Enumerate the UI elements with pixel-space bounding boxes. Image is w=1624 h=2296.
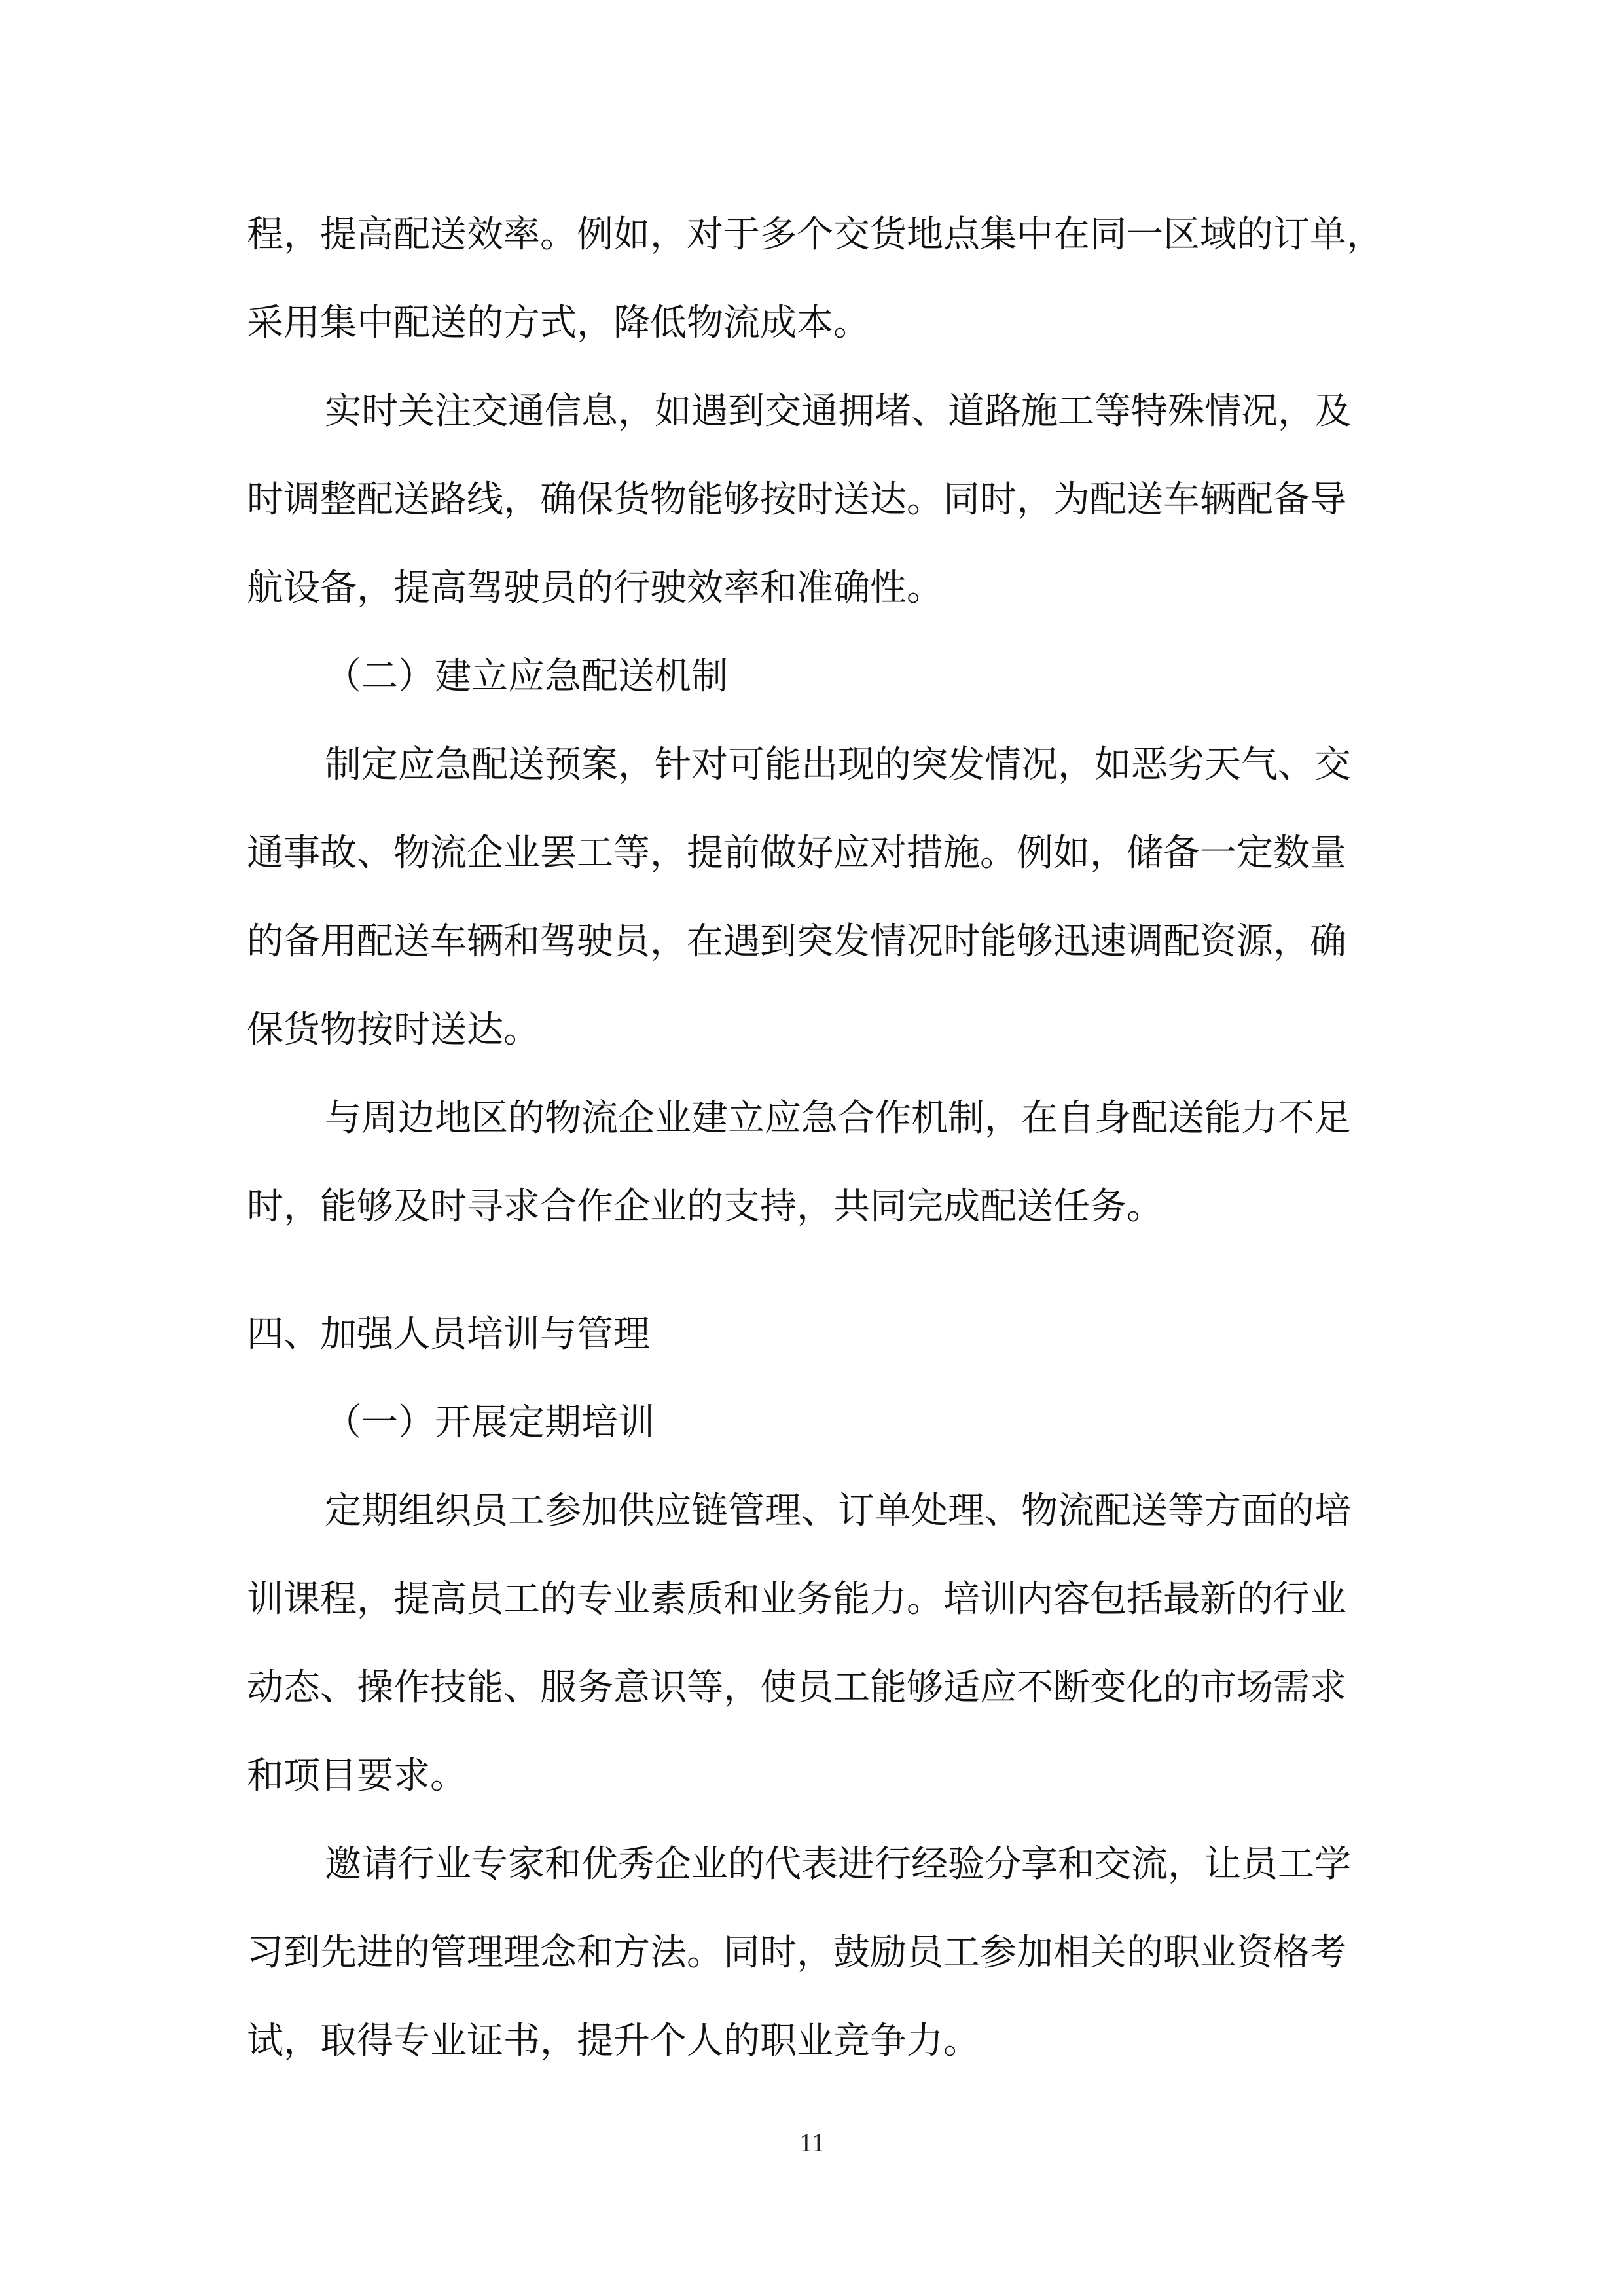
body-text-line: 保货物按时送达。 [247,1009,540,1051]
body-text-line: 动态、操作技能、服务意识等，使员工能够适应不断变化的市场需求 [247,1666,1346,1709]
body-text-line: 的备用配送车辆和驾驶员，在遇到突发情况时能够迅速调配资源，确 [247,920,1346,963]
body-text-line: 航设备，提高驾驶员的行驶效率和准确性。 [247,567,943,609]
paragraph-first-line: 制定应急配送预案，针对可能出现的突发情况，如恶劣天气、交 [325,744,1351,786]
body-text-line: 习到先进的管理理念和方法。同时，鼓励员工参加相关的职业资格考 [247,1931,1346,1974]
paragraph-first-line: 实时关注交通信息，如遇到交通拥堵、道路施工等特殊情况，及 [325,390,1351,433]
body-text-line: 时调整配送路线，确保货物能够按时送达。同时，为配送车辆配备导 [247,478,1346,521]
body-text-line: 和项目要求。 [247,1755,467,1797]
paragraph-first-line: 与周边地区的物流企业建立应急合作机制，在自身配送能力不足 [325,1097,1351,1139]
paragraph-first-line: 邀请行业专家和优秀企业的代表进行经验分享和交流，让员工学 [325,1843,1351,1886]
body-text-line: 时，能够及时寻求合作企业的支持，共同完成配送任务。 [247,1185,1163,1228]
body-text-line: 训课程，提高员工的专业素质和业务能力。培训内容包括最新的行业 [247,1578,1346,1621]
subsection-heading-emergency-delivery: （二）建立应急配送机制 [325,655,728,698]
body-text-line: 通事故、物流企业罢工等，提前做好应对措施。例如，储备一定数量 [247,832,1346,874]
subsection-heading-regular-training: （一）开展定期培训 [325,1401,655,1444]
body-text-line: 试，取得专业证书，提升个人的职业竞争力。 [247,2020,980,2062]
page-number: 11 [799,2128,825,2157]
section-heading-staff-training: 四、加强人员培训与管理 [247,1313,650,1355]
paragraph-first-line: 定期组织员工参加供应链管理、订单处理、物流配送等方面的培 [325,1490,1351,1532]
body-text-line: 采用集中配送的方式，降低物流成本。 [247,302,870,344]
body-text-line: 程，提高配送效率。例如，对于多个交货地点集中在同一区域的订单， [247,213,1383,256]
